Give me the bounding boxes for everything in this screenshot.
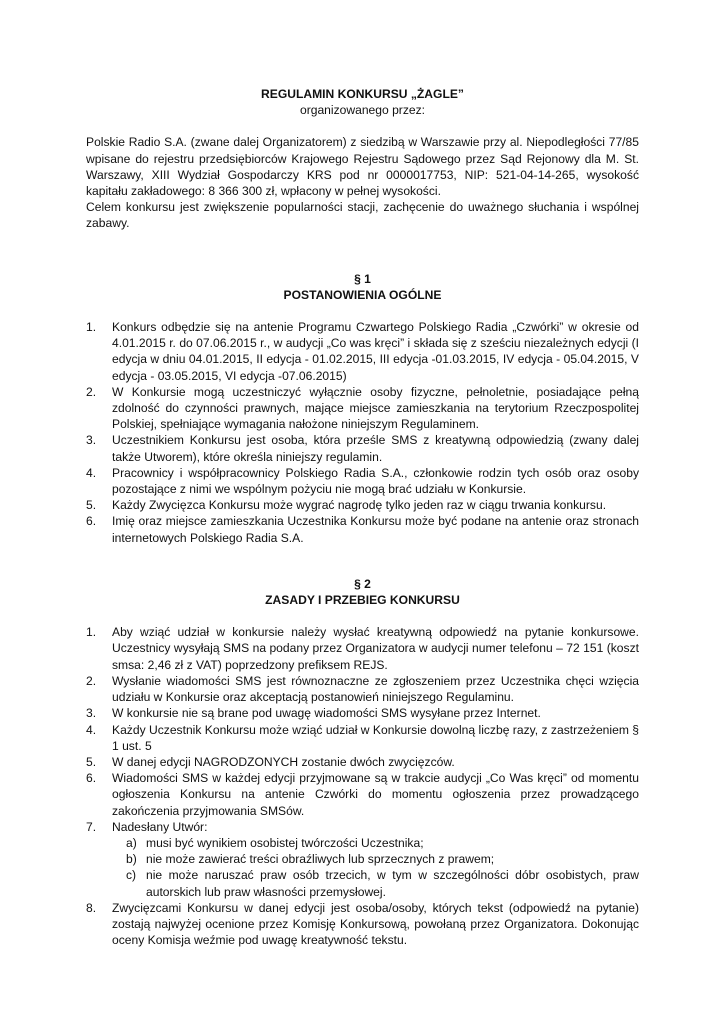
purpose-paragraph: Celem konkursu jest zwiększenie popularności stacji, zachęcenie do uważnego słuchania i wspólnej zabawy. (86, 200, 639, 231)
sub-list-item: b) nie może zawierać treści obraźliwych lub sprzecznych z prawem; (126, 852, 495, 867)
document-title: REGULAMIN KONKURSU „ŻAGLE” (261, 87, 464, 101)
document-content (86, 86, 639, 948)
section1-list (86, 319, 639, 546)
list-item: 5. W danej edycji NAGRODZONYCH zostanie dwóch zwycięzców. (86, 754, 455, 769)
list-item: 3. Uczestnikiem Konkursu jest osoba, która prześle SMS z kreatywną odpowiedzią (zwany dalej także Utworem), które określa niniejszy regulamin. (86, 433, 639, 464)
list-item: 5. Każdy Zwycięzca Konkursu może wygrać nagrodę tylko jeden raz w ciągu trwania konkursu. (86, 498, 607, 513)
list-item: 6. Wiadomości SMS w każdej edycji przyjmowane są w trakcie audycji „Co Was kręci” od momentu ogłoszenia Konkursu na antenie Czwórki do momentu ogłoszenia przez prowadzącego zakończenia przyjmowania SMSów. (86, 771, 639, 818)
list-item: 2. W Konkursie mogą uczestniczyć wyłącznie osoby fizyczne, pełnoletnie, posiadające pełną zdolność do czynności prawnych, mające miejsce zamieszkania na terytorium Rzeczpospolitej Polskiej, spełniające wymagania nałożone niniejszym Regulaminem. (86, 384, 639, 432)
list-item: 1. Konkurs odbędzie się na antenie Programu Czwartego Polskiego Radia „Czwórki” w okresie od 4.01.2015 r. do 07.06.2015 r., w audycji „Co was kręci” i składa się z sześciu niezależnych edycji (I edycja w dniu 04.01.2015, II edycja - 01.02.2015, III edycja -01.03.2015, IV edycja - 05.04.2015, V edycja - 03.05.2015, VI edycja -07.06.2015) (86, 320, 639, 383)
section2-list (86, 624, 639, 948)
sub-list-item: a) musi być wynikiem osobistej twórczości Uczestnika; (126, 835, 424, 850)
organizer-paragraph: Polskie Radio S.A. (zwane dalej Organizatorem) z siedzibą w Warszawie przy al. Niepodległości 77/85 wpisane do rejestru przedsiębiorców Krajowego Rejestru Sądowego przez Sąd Rejonowy dla M. St. Warszawy, XIII Wydział Gospodarczy KRS pod nr 0000017753, NIP: 521-04-14-265, wysokość kapitału zakładowego: 8 366 300 zł, wpłacony w pełnej wysokości. (86, 135, 639, 199)
sub-list-item: c) nie może naruszać praw osób trzecich, w tym w szczególności dóbr osobistych, praw autorskich lub praw własności przemysłowej. (126, 868, 639, 899)
list-item: 7. Nadesłany Utwór: (86, 819, 208, 834)
list-item: 8. Zwycięzcami Konkursu w danej edycji jest osoba/osoby, których tekst (odpowiedź na pytanie) zostają najwyżej ocenione przez Komisję Konkursową, powołaną przez Organizatora. Dokonując oceny Komisja weźmie pod uwagę kreatywność tekstu. (86, 900, 639, 948)
section1-number: § 1 (354, 271, 371, 286)
list-item: 2. Wysłanie wiadomości SMS jest równoznaczne ze zgłoszeniem przez Uczestnika chęci wzięcia udziału w Konkursie oraz akceptacją postanowień niniejszego Regulaminu. (86, 673, 639, 705)
section2-title: ZASADY I PRZEBIEG KONKURSU (265, 593, 460, 608)
list-item: 4. Każdy Uczestnik Konkursu może wziąć udział w Konkursie dowolną liczbę razy, z zastrzeżeniem § 1 ust. 5 (86, 722, 639, 753)
section2-number: § 2 (354, 576, 371, 591)
list-item: 1. Aby wziąć udział w konkursie należy wysłać kreatywną odpowiedź na pytanie konkursowe. Uczestnicy wysyłają SMS na podany przez Organizatora w audycji numer telefonu – 72 151 (koszt smsa: 2,46 zł z VAT) poprzedzony prefiksem REJS. (86, 625, 639, 672)
list-item: 3. W konkursie nie są brane pod uwagę wiadomości SMS wysyłane przez Internet. (86, 706, 541, 721)
list-item: 4. Pracownicy i współpracownicy Polskiego Radia S.A., członkowie rodzin tych osób oraz osoby pozostające z nimi we wspólnym pożyciu nie mogą brać udziału w Konkursie. (86, 465, 639, 497)
list-item: 6. Imię oraz miejsce zamieszkania Uczestnika Konkursu może być podane na antenie oraz stronach internetowych Polskiego Radia S.A. (86, 514, 639, 545)
section1-title: POSTANOWIENIA OGÓLNE (283, 287, 442, 302)
document-subtitle: organizowanego przez: (299, 103, 426, 118)
